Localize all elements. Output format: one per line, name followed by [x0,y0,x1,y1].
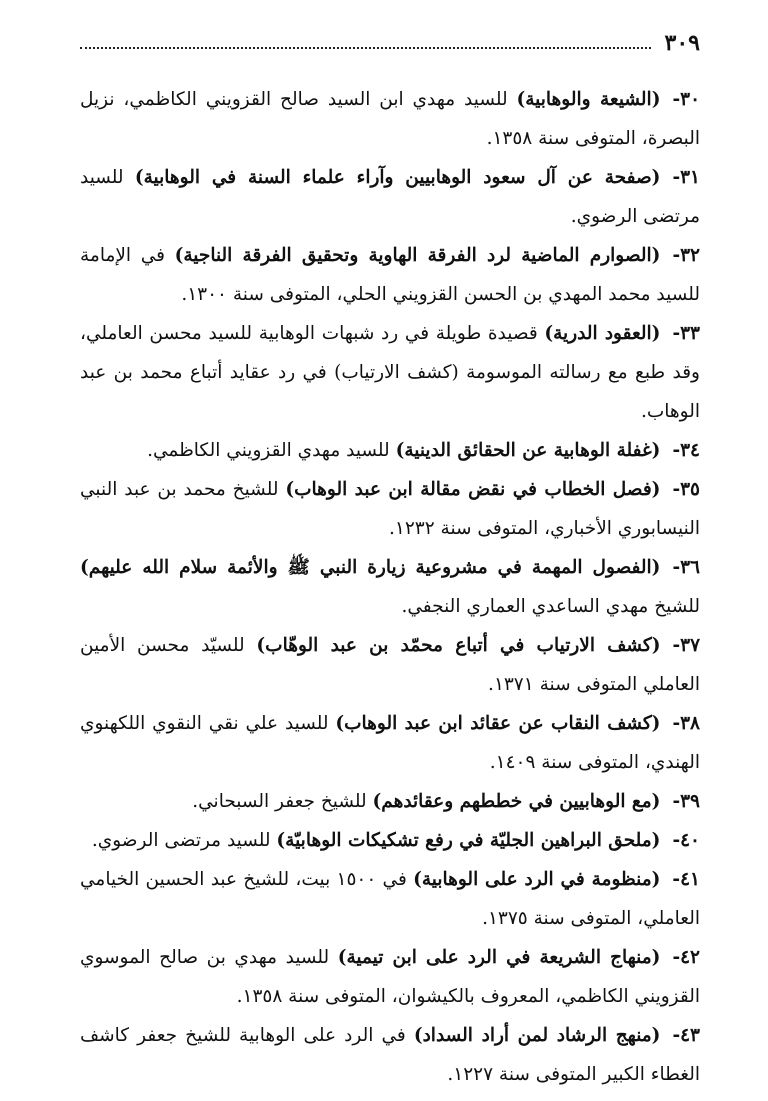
list-item [80,158,700,236]
entry-title: (منهج الرشاد لمن أراد السداد) [413,1025,661,1046]
list-item [80,821,700,860]
list-item [80,470,700,548]
list-item [80,548,700,626]
entry-text: للسيد مرتضى الرضوي. [80,167,700,227]
entry-number: ٣٨- [672,713,700,734]
entry-number: ٤١- [672,869,700,890]
entry-number: ٣٩- [672,791,700,812]
entry-text: للسيد مهدي بن صالح الموسوي القزويني الكاظمي، المعروف بالكيشوان، المتوفى سنة ١٣٥٨. [80,947,700,1007]
list-item [80,938,700,1016]
entry-text: للشيخ مهدي الساعدي العماري النجفي. [401,596,700,617]
page-number: ٣٠٩ [664,30,700,56]
page-header [80,28,700,58]
list-item [80,704,700,782]
entry-number: ٣٧- [672,635,701,656]
entry-text: للسيد مهدي ابن السيد صالح القزويني الكاظمي، نزيل البصرة، المتوفى سنة ١٣٥٨. [80,89,700,149]
entry-title: (الفصول المهمة في مشروعية زيارة النبي ﷺ والأئمة سلام الله عليهم) [80,557,661,578]
entry-number: ٣١- [672,167,700,188]
entry-title: (العقود الدرية) [544,323,661,344]
entry-text: للشيخ جعفر السبحاني. [192,791,373,812]
entry-title: (صفحة عن آل سعود الوهابيين وآراء علماء السنة في الوهابية) [134,167,661,188]
entry-text: في الرد على الوهابية للشيخ جعفر كاشف الغطاء الكبير المتوفى سنة ١٢٢٧. [80,1025,700,1085]
entry-title: (كشف الارتياب في أتباع محمّد بن عبد الوهّاب) [256,635,661,656]
list-item [80,314,700,431]
entry-title: (فصل الخطاب في نقض مقالة ابن عبد الوهاب) [285,479,661,500]
entry-title: (منظومة في الرد على الوهابية) [413,869,661,890]
entry-number: ٣٣- [672,323,700,344]
entry-number: ٤٣- [672,1025,700,1046]
entry-title: (منهاج الشريعة في الرد على ابن تيمية) [337,947,661,968]
entry-text: في الإمامة للسيد محمد المهدي بن الحسن القزويني الحلي، المتوفى سنة ١٣٠٠. [80,245,700,305]
entry-number: ٣٠- [672,89,701,110]
entry-title: (غفلة الوهابية عن الحقائق الدينية) [395,440,661,461]
list-item [80,431,700,470]
list-item [80,80,700,158]
list-item [80,860,700,938]
entry-text: في ١٥٠٠ بيت، للشيخ عبد الحسين الخيامي العاملي، المتوفى سنة ١٣٧٥. [80,869,700,929]
entry-number: ٣٢- [672,245,700,266]
entry-number: ٤٠- [672,830,700,851]
entry-title: (مع الوهابيين في خططهم وعقائدهم) [372,791,661,812]
list-item [80,236,700,314]
header-dotted-rule [80,47,651,49]
entry-number: ٣٥- [672,479,700,500]
entry-text: قصيدة طويلة في رد شبهات الوهابية للسيد محسن العاملي، وقد طبع مع رسالته الموسومة (كشف الارتياب) في رد عقايد أتباع محمد بن عبد الوهاب. [80,323,700,422]
list-item [80,782,700,821]
bibliography-list [80,80,700,1094]
entry-number: ٤٢- [672,947,700,968]
entry-text: للسيّد محسن الأمين العاملي المتوفى سنة ١٣٧١. [80,635,700,695]
entry-title: (كشف النقاب عن عقائد ابن عبد الوهاب) [335,713,661,734]
entry-number: ٣٦- [672,557,700,578]
entry-title: (الصوارم الماضية لرد الفرقة الهاوية وتحقيق الفرقة الناجية) [174,245,661,266]
entry-text: للسيد مهدي القزويني الكاظمي. [147,440,396,461]
entry-title: (الشيعة والوهابية) [516,89,661,110]
entry-text: للشيخ محمد بن عبد النبي النيسابوري الأخباري، المتوفى سنة ١٢٣٢. [80,479,700,539]
entry-number: ٣٤- [672,440,700,461]
entry-text: للسيد علي نقي النقوي اللكهنوي الهندي، المتوفى سنة ١٤٠٩. [80,713,700,773]
list-item [80,1016,700,1094]
entry-text: للسيد مرتضى الرضوي. [91,830,277,851]
entry-title: (ملحق البراهين الجليّة في رفع تشكيكات الوهابيّة) [276,830,661,851]
list-item [80,626,700,704]
